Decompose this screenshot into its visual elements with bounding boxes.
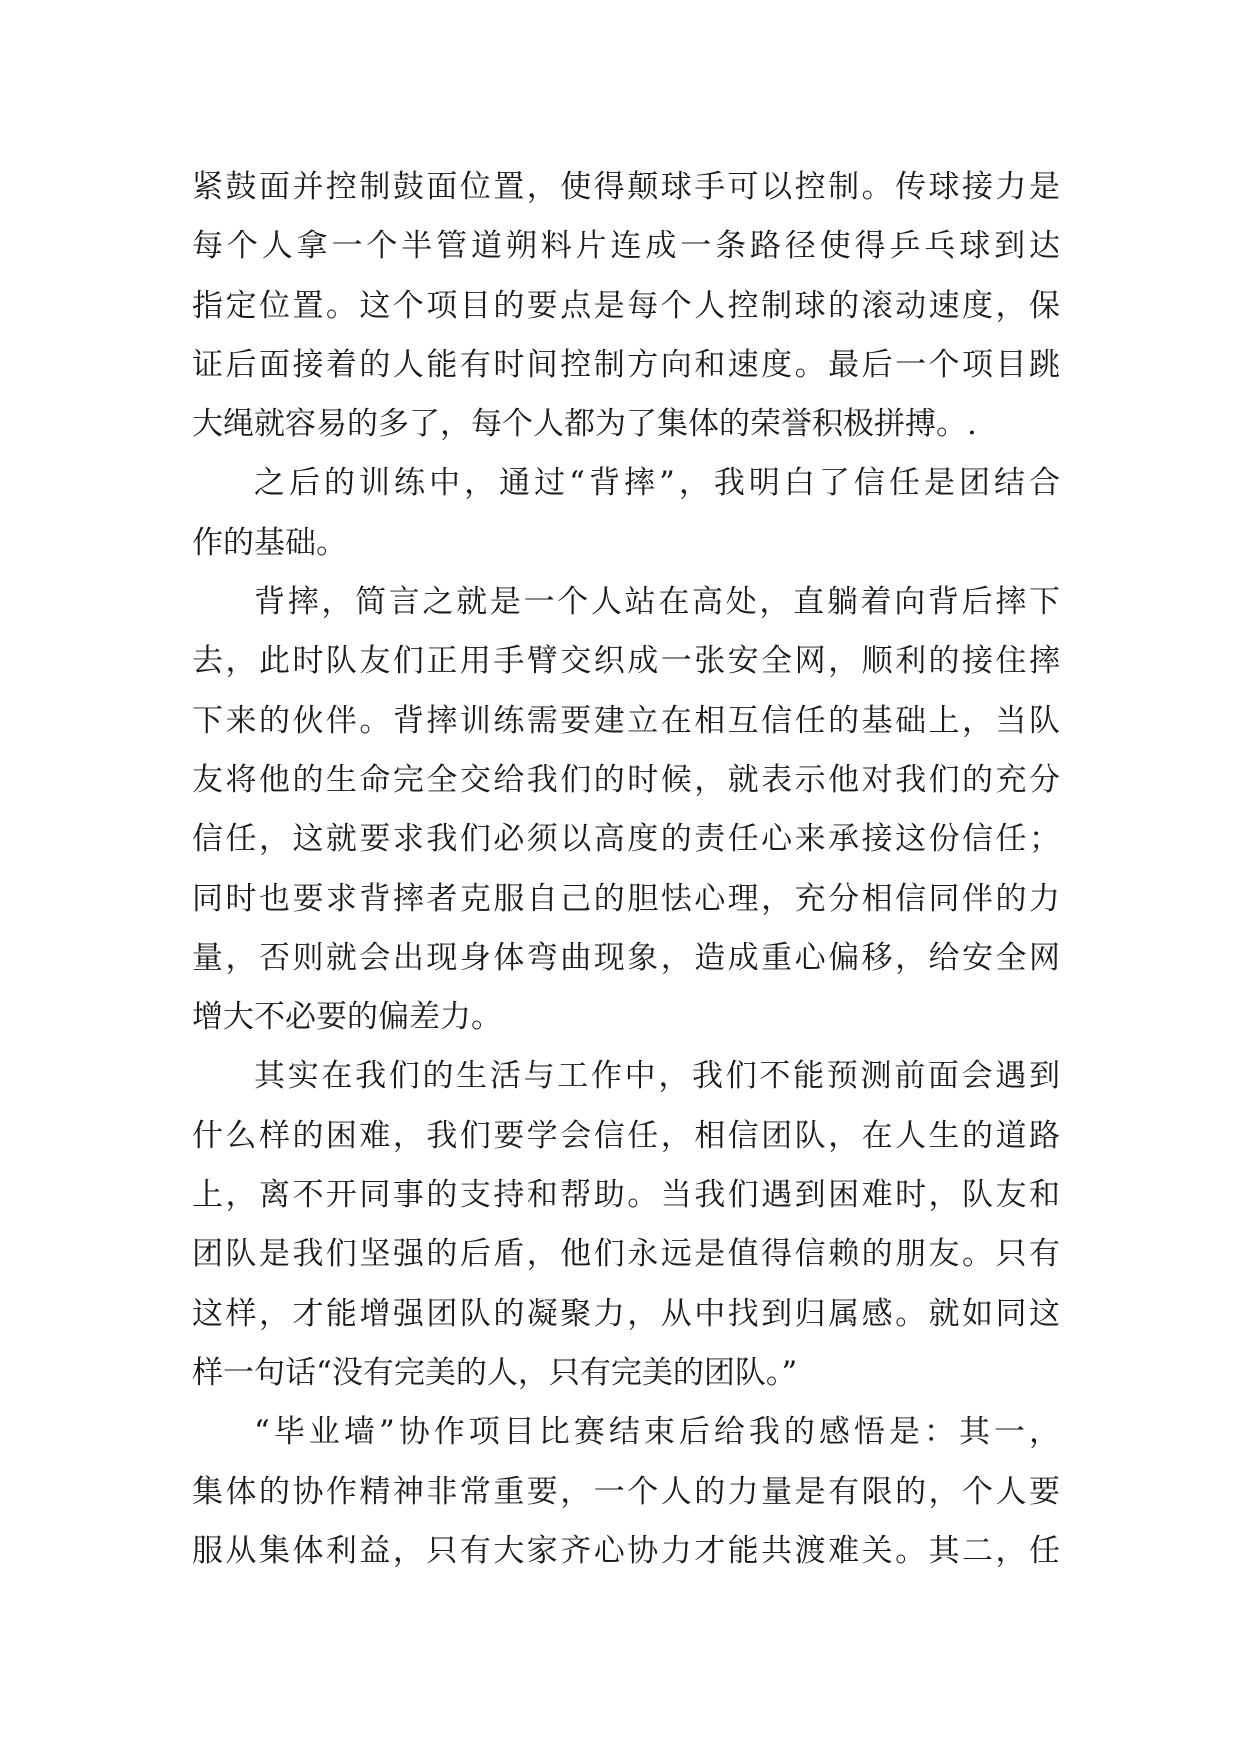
text-line: 量，否则就会出现身体弯曲现象，造成重心偏移，给安全网 <box>192 939 1060 976</box>
text-line: 增大不必要的偏差力。 <box>192 999 502 1036</box>
document-body <box>192 158 1060 1581</box>
text-line: 样一句话“没有完美的人，只有完美的团队。” <box>192 1354 798 1391</box>
text-line: “毕业墙”协作项目比赛结束后给我的感悟是：其一， <box>254 1414 1060 1451</box>
text-line: 下来的伙伴。背摔训练需要建立在相互信任的基础上，当队 <box>192 702 1060 739</box>
text-line: 同时也要求背摔者克服自己的胆怯心理，充分相信同伴的力 <box>192 880 1060 917</box>
text-line: 团队是我们坚强的后盾，他们永远是值得信赖的朋友。只有 <box>192 1236 1060 1273</box>
text-line: 紧鼓面并控制鼓面位置，使得颠球手可以控制。传球接力是 <box>192 169 1060 205</box>
text-line: 什么样的困难，我们要学会信任，相信团队，在人生的道路 <box>192 1117 1060 1154</box>
text-line: 大绳就容易的多了，每个人都为了集体的荣誉积极拼搏。. <box>192 406 977 443</box>
text-line: 指定位置。这个项目的要点是每个人控制球的滚动速度，保 <box>192 287 1060 324</box>
text-line: 作的基础。 <box>192 524 347 561</box>
text-line: 去，此时队友们正用手臂交织成一张安全网，顺利的接住摔 <box>192 643 1060 680</box>
text-line: 服从集体利益，只有大家齐心协力才能共渡难关。其二，任 <box>192 1532 1060 1569</box>
text-line: 信任，这就要求我们必须以高度的责任心来承接这份信任； <box>192 821 1060 858</box>
text-line: 这样，才能增强团队的凝聚力，从中找到归属感。就如同这 <box>192 1295 1060 1332</box>
text-line: 友将他的生命完全交给我们的时候，就表示他对我们的充分 <box>192 761 1060 798</box>
text-line: 每个人拿一个半管道朔料片连成一条路径使得乒乓球到达 <box>192 228 1060 265</box>
text-line: 背摔，简言之就是一个人站在高处，直躺着向背后摔下 <box>254 584 1060 621</box>
text-line: 上，离不开同事的支持和帮助。当我们遇到困难时，队友和 <box>192 1177 1060 1214</box>
text-line: 其实在我们的生活与工作中，我们不能预测前面会遇到 <box>254 1058 1060 1095</box>
text-line: 之后的训练中，通过“背摔”，我明白了信任是团结合 <box>254 465 1060 502</box>
text-line: 集体的协作精神非常重要，一个人的力量是有限的，个人要 <box>192 1473 1060 1510</box>
text-line: 证后面接着的人能有时间控制方向和速度。最后一个项目跳 <box>192 346 1060 383</box>
